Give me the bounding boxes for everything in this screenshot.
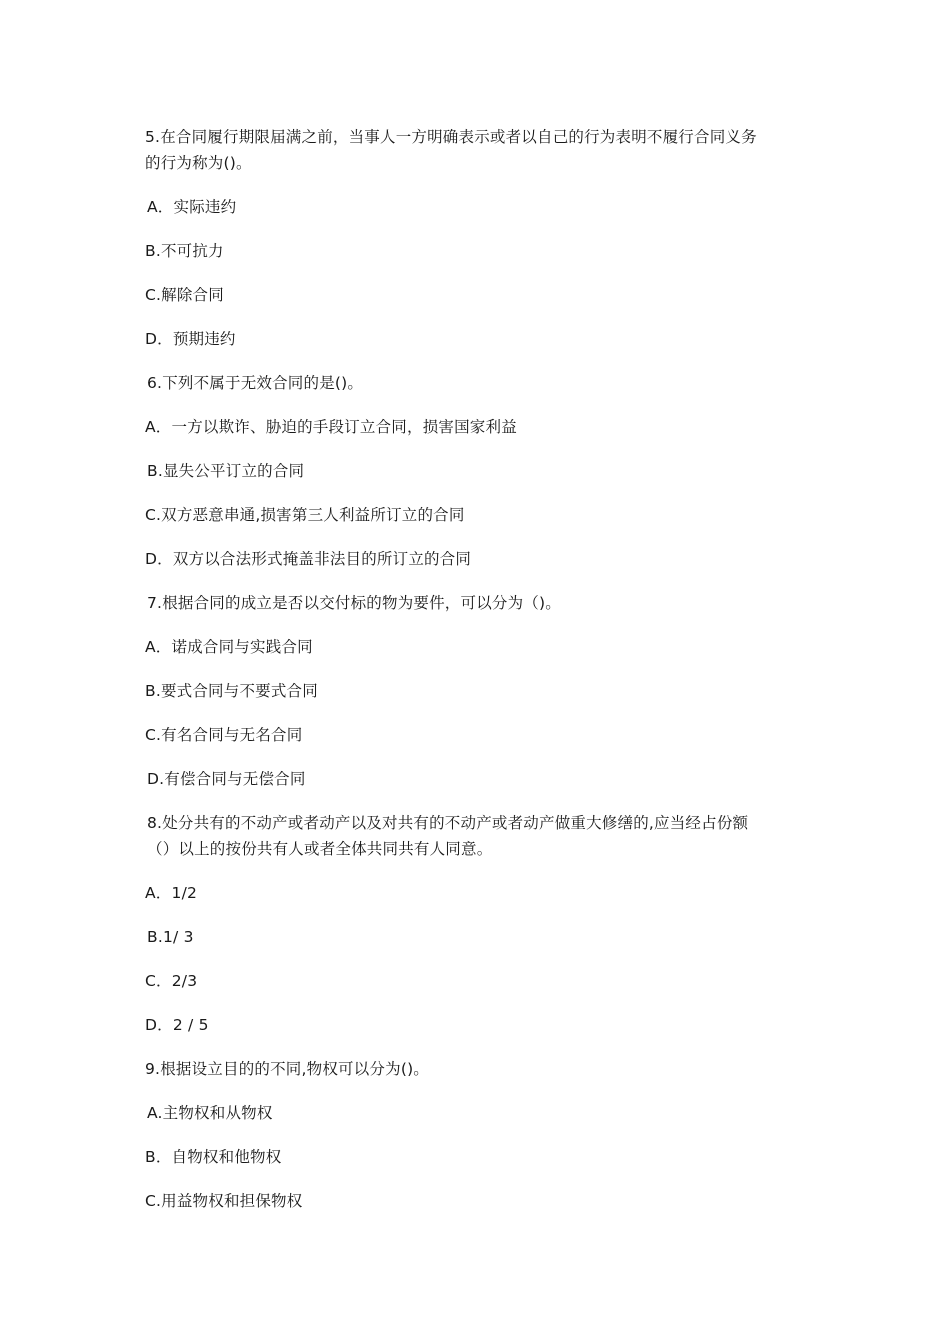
question-5-option-b: B.不可抗力 bbox=[145, 242, 224, 260]
stem-line: （）以上的按份共有人或者全体共同共有人同意。 bbox=[147, 840, 493, 858]
question-6-option-d: D．双方以合法形式掩盖非法目的所订立的合同 bbox=[145, 550, 472, 568]
question-8-option-d: D．2 / 5 bbox=[145, 1016, 209, 1034]
question-6-stem bbox=[145, 370, 810, 396]
question-5-option-c: C.解除合同 bbox=[145, 286, 224, 304]
question-9-stem bbox=[145, 1056, 810, 1082]
stem-line: 9.根据设立目的的不同,物权可以分为()。 bbox=[145, 1060, 430, 1078]
question-5-option-a: A．实际违约 bbox=[147, 198, 237, 216]
question-list bbox=[145, 124, 810, 1232]
stem-line: 8.处分共有的不动产或者动产以及对共有的不动产或者动产做重大修缮的,应当经占份额 bbox=[147, 814, 749, 832]
question-8-option-c: C．2/3 bbox=[145, 972, 198, 990]
question-6-option-c: C.双方恶意串通,损害第三人利益所订立的合同 bbox=[145, 506, 465, 524]
question-6-option-a: A．一方以欺诈、胁迫的手段订立合同，损害国家利益 bbox=[145, 418, 517, 436]
question-7-option-a: A．诺成合同与实践合同 bbox=[145, 638, 313, 656]
question-9-option-a: A.主物权和从物权 bbox=[147, 1104, 273, 1122]
stem-line: 的行为称为()。 bbox=[145, 154, 252, 172]
stem-line: 6.下列不属于无效合同的是()。 bbox=[147, 374, 364, 392]
question-7-option-d: D.有偿合同与无偿合同 bbox=[147, 770, 306, 788]
question-5-option-d: D．预期违约 bbox=[145, 330, 236, 348]
question-9-option-b: B．自物权和他物权 bbox=[145, 1148, 282, 1166]
question-8-stem bbox=[145, 810, 810, 862]
question-9-option-c: C.用益物权和担保物权 bbox=[145, 1192, 303, 1210]
question-6-option-b: B.显失公平订立的合同 bbox=[147, 462, 305, 480]
question-7-stem bbox=[145, 590, 810, 616]
question-5-stem bbox=[145, 124, 810, 176]
question-8-option-a: A．1/2 bbox=[145, 884, 198, 902]
question-7-option-c: C.有名合同与无名合同 bbox=[145, 726, 303, 744]
question-8-option-b: B.1/ 3 bbox=[147, 928, 194, 946]
stem-line: 5.在合同履行期限届满之前，当事人一方明确表示或者以自己的行为表明不履行合同义务 bbox=[145, 128, 757, 146]
stem-line: 7.根据合同的成立是否以交付标的物为要件，可以分为（)。 bbox=[147, 594, 561, 612]
question-7-option-b: B.要式合同与不要式合同 bbox=[145, 682, 318, 700]
